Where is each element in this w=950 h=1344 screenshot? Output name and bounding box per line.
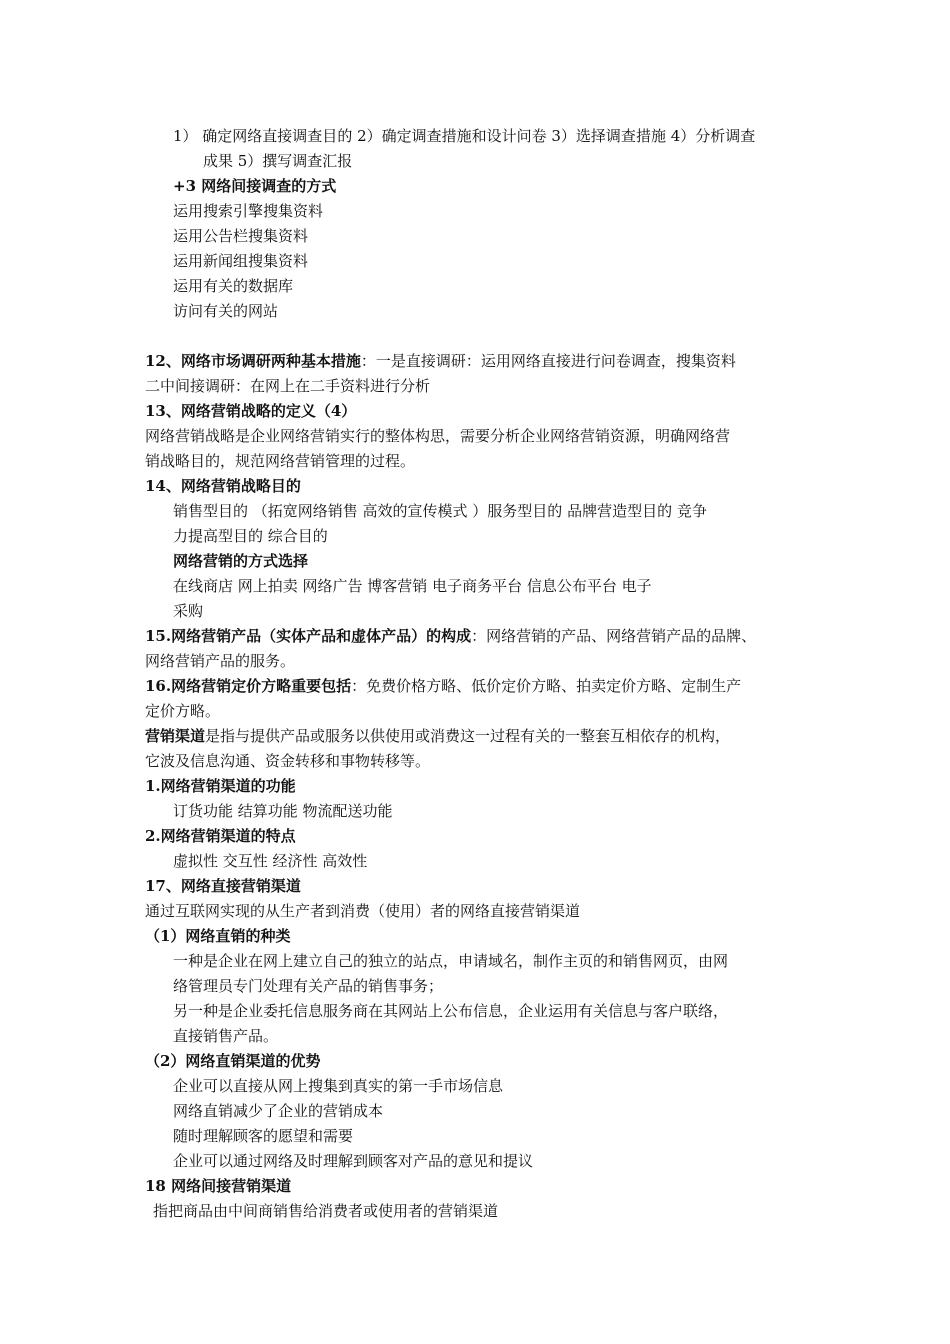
heading-indirect-survey: +3 网络间接调查的方式 <box>173 177 337 195</box>
paragraph-16-heading: 16.网络营销定价方略重要包括 <box>145 677 352 695</box>
strategy-goals-line-1: 销售型目的 （拓宽网络销售 高效的宣传模式 ）服务型目的 品牌营造型目的 竞争 <box>173 502 707 520</box>
list-item: 运用新闻组搜集资料 <box>173 252 309 270</box>
heading-marketing-methods: 网络营销的方式选择 <box>173 552 309 570</box>
channel-definition: 是指与提供产品或服务以供使用或消费这一过程有关的一整套互相依存的机构， <box>205 727 731 745</box>
paragraph-channel <box>145 724 730 749</box>
direct-types-line-1: 一种是企业在网上建立自己的独立的站点，申请域名，制作主页的和销售网页，由网 <box>173 952 729 970</box>
paragraph-17: 通过互联网实现的从生产者到消费（使用）者的网络直接营销渠道 <box>145 902 581 920</box>
heading-direct-types: （1）网络直销的种类 <box>145 927 291 945</box>
heading-18: 18 网络间接营销渠道 <box>145 1177 292 1195</box>
heading-channel-functions: 1.网络营销渠道的功能 <box>145 777 296 795</box>
direct-types-line-3: 另一种是企业委托信息服务商在其网站上公布信息，企业运用有关信息与客户联络， <box>173 1002 729 1020</box>
list-item: 运用有关的数据库 <box>173 277 294 295</box>
heading-14: 14、网络营销战略目的 <box>145 477 301 495</box>
paragraph-12-heading: 12、网络市场调研两种基本措施 <box>145 352 361 370</box>
paragraph-18: 指把商品由中间商销售给消费者或使用者的营销渠道 <box>153 1202 499 1220</box>
marketing-methods-line-1: 在线商店 网上拍卖 网络广告 博客营销 电子商务平台 信息公布平台 电子 <box>173 577 652 595</box>
paragraph-12-text: ：一是直接调研：运用网络直接进行问卷调查，搜集资料 <box>360 352 736 370</box>
list-item: 访问有关的网站 <box>173 302 279 320</box>
list-item: 企业可以通过网络及时理解到顾客对产品的意见和提议 <box>173 1152 534 1170</box>
paragraph-16 <box>145 674 741 699</box>
heading-channel-features: 2.网络营销渠道的特点 <box>145 827 296 845</box>
paragraph-15 <box>145 624 756 649</box>
list-item: 运用公告栏搜集资料 <box>173 227 309 245</box>
survey-steps-line-1: 1） 确定网络直接调查目的 2）确定调查措施和设计问卷 3）选择调查措施 4）分析调查 <box>173 127 756 145</box>
heading-direct-advantages: （2）网络直销渠道的优势 <box>145 1052 321 1070</box>
paragraph-channel-cont: 它波及信息沟通、资金转移和事物转移等。 <box>145 752 431 770</box>
paragraph-12-cont: 二中间接调研：在网上在二手资料进行分析 <box>145 377 431 395</box>
channel-functions: 订货功能 结算功能 物流配送功能 <box>173 802 393 820</box>
marketing-methods-line-2: 采购 <box>173 602 204 620</box>
paragraph-13-line-1: 网络营销战略是企业网络营销实行的整体构思，需要分析企业网络营销资源，明确网络营 <box>145 427 731 445</box>
paragraph-15-heading: 15.网络营销产品（实体产品和虚体产品）的构成 <box>145 627 472 645</box>
channel-term: 营销渠道 <box>145 727 206 745</box>
paragraph-15-text: ：网络营销的产品、网络营销产品的品牌、 <box>471 627 757 645</box>
paragraph-12 <box>145 349 736 374</box>
paragraph-16-text: ：免费价格方略、低价定价方略、拍卖定价方略、定制生产 <box>351 677 742 695</box>
survey-steps-line-2: 成果 5）撰写调查汇报 <box>203 152 353 170</box>
paragraph-13-line-2: 销战略目的，规范网络营销管理的过程。 <box>145 452 416 470</box>
list-item: 企业可以直接从网上搜集到真实的第一手市场信息 <box>173 1077 504 1095</box>
paragraph-15-cont: 网络营销产品的服务。 <box>145 652 296 670</box>
channel-features: 虚拟性 交互性 经济性 高效性 <box>173 852 368 870</box>
heading-17: 17、网络直接营销渠道 <box>145 877 301 895</box>
direct-types-line-4: 直接销售产品。 <box>173 1027 279 1045</box>
heading-13: 13、网络营销战略的定义（4） <box>145 402 357 420</box>
list-item: 网络直销减少了企业的营销成本 <box>173 1102 384 1120</box>
direct-types-line-2: 络管理员专门处理有关产品的销售事务； <box>173 977 444 995</box>
list-item: 运用搜索引擎搜集资料 <box>173 202 324 220</box>
list-item: 随时理解顾客的愿望和需要 <box>173 1127 354 1145</box>
paragraph-16-cont: 定价方略。 <box>145 702 221 720</box>
strategy-goals-line-2: 力提高型目的 综合目的 <box>173 527 328 545</box>
